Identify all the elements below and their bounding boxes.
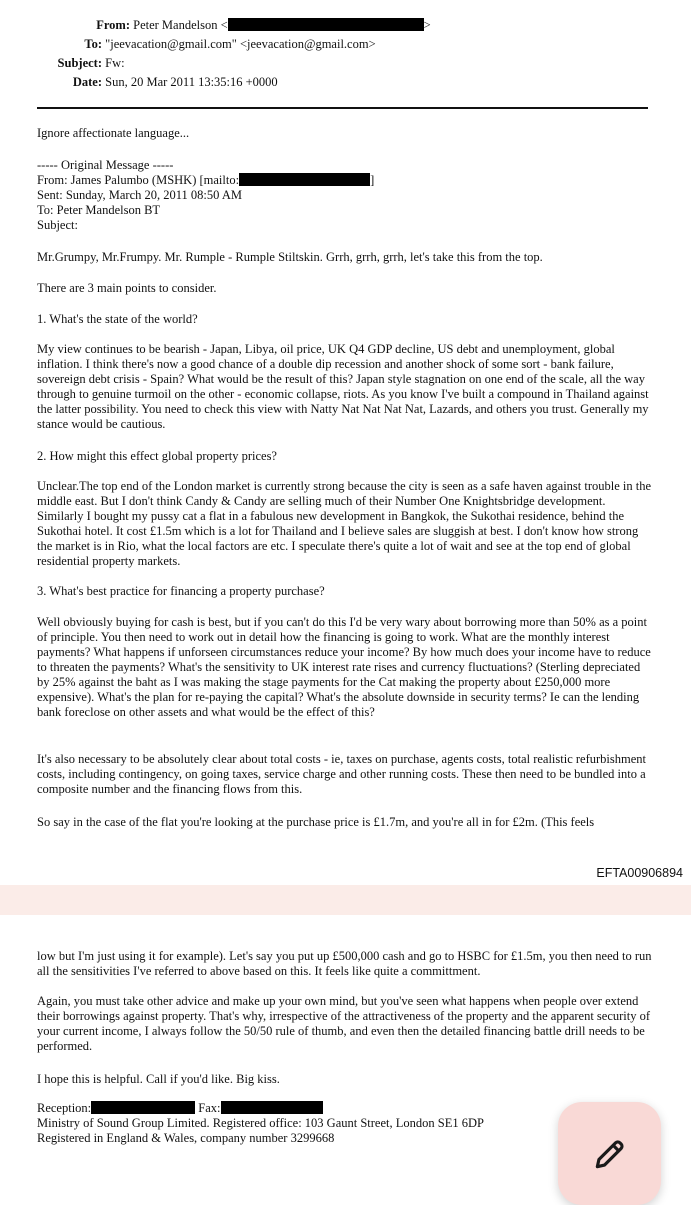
original-message-block <box>37 158 653 233</box>
fax-label: Fax: <box>198 1101 221 1115</box>
page-gap <box>0 885 691 915</box>
redaction-box <box>221 1101 323 1114</box>
body-p1-0 <box>37 250 653 265</box>
body-p2-1 <box>37 994 653 1054</box>
original-to: To: Peter Mandelson BT <box>37 203 161 217</box>
from-label: From: <box>96 18 130 32</box>
from-value: Peter Mandelson < <box>133 18 228 32</box>
redaction-box <box>239 173 370 186</box>
body-p1-1 <box>37 281 653 296</box>
intro-text: Ignore affectionate language... <box>37 126 190 140</box>
edit-button[interactable] <box>558 1102 661 1205</box>
redaction-box <box>228 18 424 31</box>
paragraph: Unclear.The top end of the London market is currently strong because the city is seen as a safe haven against trouble in the middle east. But I don't think Candy & Candy are selling much of their Number One Knightsbridge development. Similarly I bought my pussy cat a flat in a fabulous new development in Bangkok, the Sukothai residence, behind the Sukothai hotel. It cost £1.5m which is a lot for Thailand and I believe sales are sluggish at best. I don't know how strong the market is in Rio, what the local factors are etc. I speculate there's quite a lot of wait and see at the top end of global residential property markets. <box>37 479 652 568</box>
registration-line: Registered in England & Wales, company number 3299668 <box>37 1131 335 1145</box>
body-p1-7 <box>37 615 653 720</box>
paragraph: Mr.Grumpy, Mr.Frumpy. Mr. Rumple - Rumple Stiltskin. Grrh, grrh, grrh, let's take this from the top. <box>37 250 543 264</box>
header-date-row <box>40 74 278 90</box>
paragraph: 1. What's the state of the world? <box>37 312 198 326</box>
paragraph: There are 3 main points to consider. <box>37 281 217 295</box>
original-from <box>37 173 653 188</box>
body-p2-0 <box>37 949 653 979</box>
original-from-close: ] <box>370 173 375 187</box>
original-from-text: From: James Palumbo (MSHK) [mailto: <box>37 173 240 187</box>
body-p1-6 <box>37 584 653 599</box>
body-p1-4 <box>37 449 653 464</box>
to-label: To: <box>84 37 102 51</box>
subject-value: Fw: <box>105 56 125 70</box>
paragraph: Again, you must take other advice and make up your own mind, but you've seen what happens when people over extend their borrowings against property. That's why, irrespective of the attractiveness of the property and the apparent security of your current income, I always follow the 50/50 rule of thumb, and even then the detailed financing battle drill needs to be performed. <box>37 994 651 1053</box>
paragraph: It's also necessary to be absolutely clear about total costs - ie, taxes on purchase, agents costs, total realistic refurbishment costs, including contingency, on going taxes, service charge and other running costs. These then need to be bundled into a composite number and the financing flows from this. <box>37 752 647 796</box>
reception-label: Reception: <box>37 1101 92 1115</box>
pencil-icon <box>591 1135 629 1173</box>
paragraph: 3. What's best practice for financing a property purchase? <box>37 584 325 598</box>
header-subject-row <box>40 55 125 71</box>
paragraph: Well obviously buying for cash is best, but if you can't do this I'd be very wary about borrowing more than 50% as a point of principle. You then need to work out in detail how the financing is going to work. What are the monthly interest payments? What happens if unforseen circumstances reduce your income? By how much does your income have to reduce to threaten the payments? What's the sensitivity to UK interest rate rises and currency fluctuations? (Sterling depreciated by 25% against the baht as I was making the stage payments for the Cat making the property about £250,000 more expensive). What's the plan for re-paying the capital? What's the absolute downside in security terms? Ie can the lending bank foreclose on other assets and what would be the effect of this? <box>37 615 651 719</box>
header-to-row <box>40 36 376 52</box>
redaction-box <box>91 1101 195 1114</box>
paragraph: I hope this is helpful. Call if you'd like. Big kiss. <box>37 1072 280 1086</box>
body-p1-9 <box>37 815 653 830</box>
body-p1-8 <box>37 752 653 797</box>
header-divider <box>37 107 648 109</box>
date-label: Date: <box>72 75 102 89</box>
original-marker: ----- Original Message ----- <box>37 158 174 172</box>
paragraph: 2. How might this effect global property prices? <box>37 449 277 463</box>
body-p2-2 <box>37 1072 653 1087</box>
from-close: > <box>423 18 431 32</box>
intro-line <box>37 126 653 141</box>
body-p1-5 <box>37 479 653 569</box>
paragraph: low but I'm just using it for example). Let's say you put up £500,000 cash and go to HSBC for £1.5m, you then need to run all the sensitivities I've referred to above based on this. It feels like quite a committment. <box>37 949 652 978</box>
paragraph: So say in the case of the flat you're looking at the purchase price is £1.7m, and you're all in for £2m. (This feels <box>37 815 595 829</box>
date-value: Sun, 20 Mar 2011 13:35:16 +0000 <box>105 75 278 89</box>
subject-label: Subject: <box>57 56 102 70</box>
paragraph: My view continues to be bearish - Japan, Libya, oil price, UK Q4 GDP decline, US debt and unemployment, global inflation. I think there's now a good chance of a double dip recession and another shock of some sort - bank failure, sovereign debt crisis - Spain? What would be the result of this? Japan style stagnation on one end of the scale, all the way through to genuine turmoil on the other - economic collapse, riots. As you know I've built a compound in Thailand against the latter possibility. You need to check this view with Natty Nat Nat Nat Nat, Lazards, and others you trust. Generally my stance would be cautious. <box>37 342 649 431</box>
original-sent: Sent: Sunday, March 20, 2011 08:50 AM <box>37 188 242 202</box>
company-line: Ministry of Sound Group Limited. Registered office: 103 Gaunt Street, London SE1 6DP <box>37 1116 484 1130</box>
body-p1-3 <box>37 342 653 432</box>
to-value: "jeevacation@gmail.com" <jeevacation@gmail.com> <box>105 37 376 51</box>
bates-number: EFTA00906894 <box>596 866 683 880</box>
original-subject: Subject: <box>37 218 78 232</box>
header-from-row <box>40 17 431 33</box>
body-p1-2 <box>37 312 653 327</box>
